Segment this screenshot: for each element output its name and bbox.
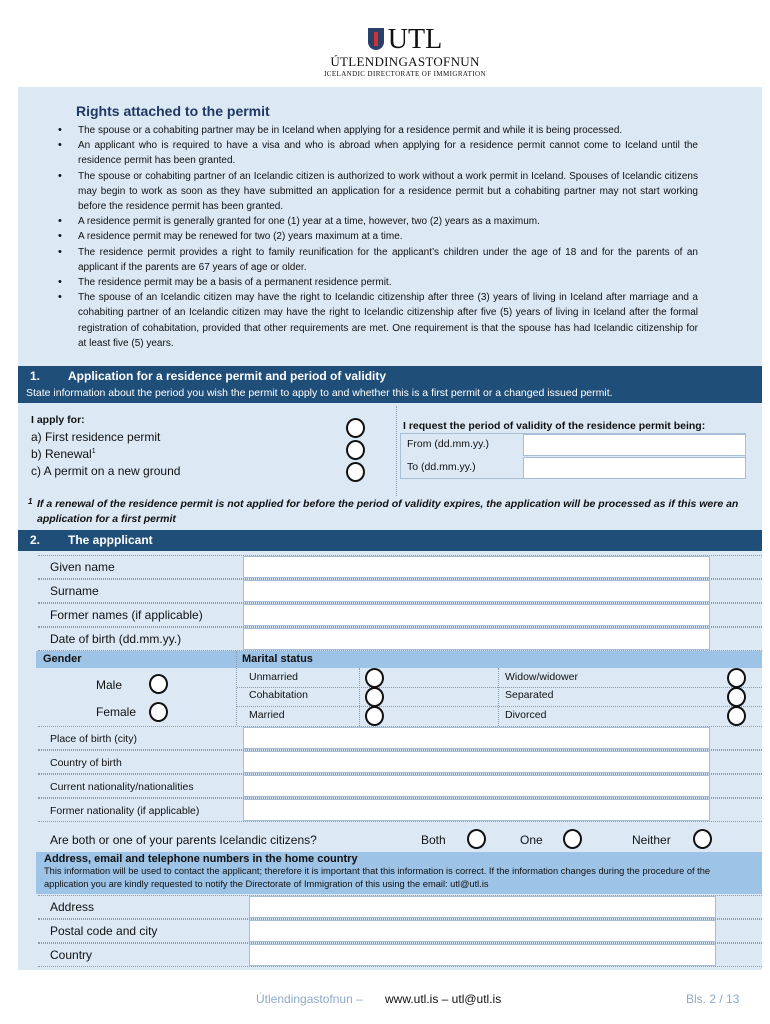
radio-unmarried[interactable] [365,668,384,688]
radio-parents-one[interactable] [563,829,582,849]
section1-subtitle: State information about the period you wish the permit to apply to and whether this is a first permit or a changed issued permit. [18,385,762,403]
section-number: 1. [30,369,41,383]
rights-list [58,123,698,351]
former-nationality-input[interactable] [243,799,710,821]
address-header [36,852,762,894]
list-item: • The residence permit provides a right to family reunification for the applicant’s children under the age of 18 and for the parents of an applicant if the parents are 67 years of age or older. [58,245,698,275]
list-item: • A residence permit may be renewed for two (2) years maximum at a time. [58,229,698,244]
to-date-input[interactable] [523,457,746,479]
radio-widow[interactable] [727,668,746,688]
footnote-text: If a renewal of the residence permit is not applied for before the period of validity expires, the application will be processed as if this were an application for a first permit [37,498,739,525]
from-date-input[interactable] [523,434,746,456]
section-number: 2. [30,533,41,547]
field-row-former-nationality [38,798,762,822]
divider [237,706,762,707]
field-row-dob [38,627,762,651]
divider [396,406,397,496]
field-row-postal [38,919,762,943]
field-row-place-of-birth [38,726,762,750]
field-label: Current nationality/nationalities [50,781,194,793]
field-row-country-of-birth [38,750,762,774]
marital-unmarried-label: Unmarried [249,671,299,683]
given-name-input[interactable] [243,556,710,578]
radio-first-permit[interactable] [346,418,365,438]
field-row-given-name [38,555,762,579]
marital-widow-label: Widow/widower [505,671,578,683]
gender-marital-header [36,651,762,668]
address-note: This information will be used to contact the applicant; therefore it is important that this information is correct. If the information changes during the procedure of the application you are kindly requested to notify the Directorate of Immigration of this using the email: utl@utl.is [44,866,711,889]
radio-cohabitation[interactable] [365,687,384,707]
list-item: • The spouse or a cohabiting partner may be in Iceland when applying for a residence permit and while it is being processed. [58,123,698,138]
logo-main: UTL [387,24,443,55]
radio-divorced[interactable] [727,706,746,726]
divider [359,668,360,726]
radio-married[interactable] [365,706,384,726]
rights-title: Rights attached to the permit [76,103,270,119]
field-row-nationality [38,774,762,798]
former-names-input[interactable] [243,604,710,626]
field-row-former-names [38,603,762,627]
field-label: Former nationality (if applicable) [50,805,200,817]
option-renewal-label: b) Renewal [31,447,92,461]
divider [498,668,499,726]
field-label: Postal code and city [50,924,158,938]
field-label: Date of birth (dd.mm.yy.) [50,632,182,646]
apply-for-label: I apply for: [31,414,85,426]
postal-input[interactable] [249,920,716,942]
footnote-mark: 1 [28,497,33,506]
validity-table [400,433,746,479]
country-of-birth-input[interactable] [243,751,710,773]
field-row-address [38,895,762,919]
footer-org: Útlendingastofnun – [256,992,363,1006]
country-input[interactable] [249,944,716,966]
radio-parents-both[interactable] [467,829,486,849]
field-row-surname [38,579,762,603]
radio-new-ground[interactable] [346,462,365,482]
field-row-country [38,943,762,967]
section2-header [18,530,762,551]
list-item: • The spouse or cohabiting partner of an Icelandic citizen is authorized to work without a work permit in Iceland. Spouses of Icelandic citizens may begin to work as soon as they have submitted an application for a residence permit but a cohabiting partner may not start working before the residence permit has been granted. [58,169,698,215]
gender-male-label: Male [96,678,123,692]
radio-female[interactable] [149,702,168,722]
section-title: The appplicant [68,533,153,547]
parents-one-label: One [520,833,543,847]
logo-sub: ICELANDIC DIRECTORATE OF IMMIGRATION [324,70,486,78]
marital-divorced-label: Divorced [505,709,547,721]
place-of-birth-input[interactable] [243,727,710,749]
parents-neither-label: Neither [632,833,671,847]
field-label: Address [50,900,95,914]
marital-grid [237,668,762,726]
option-renewal [31,447,96,461]
marital-married-label: Married [249,709,285,721]
gender-label: Gender [43,653,82,665]
marital-label: Marital status [242,653,313,665]
utl-logo [320,26,490,78]
marital-separated-label: Separated [505,689,554,701]
field-label: Place of birth (city) [50,733,137,745]
field-label: Former names (if applicable) [50,608,203,622]
footnote-ref: 1 [91,448,96,455]
divider [237,687,762,688]
list-item: • The residence permit may be a basis of a permanent residence permit. [58,275,698,290]
field-label: Given name [50,560,115,574]
address-title: Address, email and telephone numbers in the home country [44,853,358,865]
gender-female-label: Female [96,705,137,719]
list-item: • The spouse of an Icelandic citizen may have the right to Icelandic citizenship after three (3) years of living in Iceland after marriage and a cohabiting partner of an Icelandic citizen may have the right to Icelandic citizenship after five (5) years of living in Iceland after the formal registration of cohabitation, provided that other requirements are met. One requirement is that the spouse has had Icelandic citizenship for at least five (5) years. [58,290,698,351]
field-label: Country of birth [50,757,122,769]
field-label: Surname [50,584,99,598]
section1-header [18,366,762,386]
nationality-input[interactable] [243,775,710,797]
coat-of-arms-icon [368,28,384,50]
dob-input[interactable] [243,628,710,650]
list-item: • A residence permit is generally granted for one (1) year at a time, however, two (2) years as a maximum. [58,214,698,229]
to-label: To (dd.mm.yy.) [407,461,476,473]
parents-both-label: Both [421,833,446,847]
option-new-ground: c) A permit on a new ground [31,464,181,478]
option-first-permit: a) First residence permit [31,430,161,444]
logo-name: ÚTLENDINGASTOFNUN [330,54,480,69]
validity-title: I request the period of validity of the residence permit being: [403,420,706,432]
marital-cohabitation-label: Cohabitation [249,689,308,701]
footnote [28,497,750,527]
radio-separated[interactable] [727,687,746,707]
footer-contact: www.utl.is – utl@utl.is [385,992,502,1006]
address-input[interactable] [249,896,716,918]
parents-question: Are both or one of your parents Icelandic citizens? [50,833,317,847]
section-title: Application for a residence permit and period of validity [68,369,387,383]
page-number: Bls. 2 / 13 [686,992,740,1006]
list-item: • An applicant who is required to have a visa and who is abroad when applying for a residence permit cannot come to Iceland until the residence permit has been granted. [58,138,698,168]
radio-parents-neither[interactable] [693,829,712,849]
radio-renewal[interactable] [346,440,365,460]
from-label: From (dd.mm.yy.) [407,438,490,450]
surname-input[interactable] [243,580,710,602]
radio-male[interactable] [149,674,168,694]
field-label: Country [50,948,93,962]
